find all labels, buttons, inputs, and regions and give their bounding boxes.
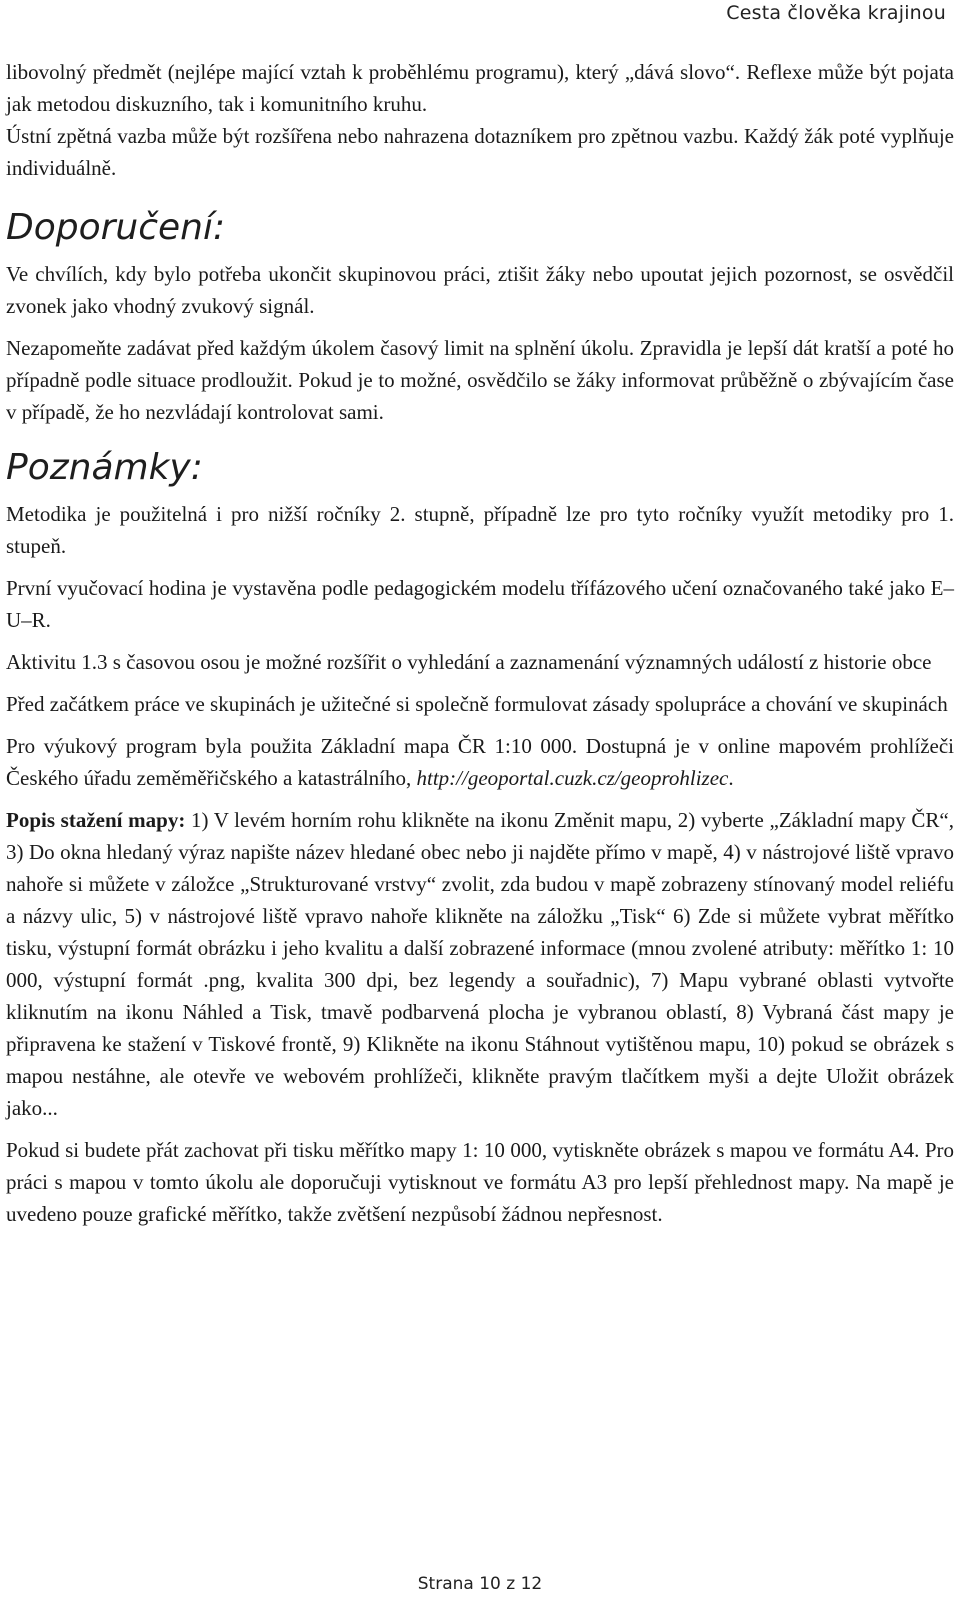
map-download-label: Popis stažení mapy: — [6, 808, 186, 832]
poznamky-paragraph-1: Metodika je použitelná i pro nižší ročníky 2. stupně, případně lze pro tyto ročníky využít metodiky pro 1. stupeň. — [6, 502, 954, 558]
page-number: Strana 10 z 12 — [417, 1574, 543, 1594]
poznamky-paragraph-3: Aktivitu 1.3 s časovou osou je možné rozšířit o vyhledání a zaznamenání významných událostí z historie obce — [6, 650, 932, 674]
poznamky-paragraph-5 — [6, 730, 954, 794]
intro-paragraph-2: Ústní zpětná vazba může být rozšířena nebo nahrazena dotazníkem pro zpětnou vazbu. Každý žák poté vyplňuje individuálně. — [6, 124, 954, 180]
geoportal-link[interactable]: http://geoportal.cuzk.cz/geoprohlizec — [416, 766, 729, 790]
map-source-text: Pro výukový program byla použita Základní mapa ČR 1:10 000. Dostupná je v online mapovém prohlížeči Českého úřadu zeměměřičského a katastrálního, — [6, 734, 954, 790]
page-content — [6, 56, 954, 1240]
poznamky-paragraph-6 — [6, 804, 954, 1124]
section-heading-poznamky: Poznámky: — [6, 447, 203, 488]
poznamky-paragraph-7: Pokud si budete přát zachovat při tisku měřítko mapy 1: 10 000, vytiskněte obrázek s mapou ve formátu A4. Pro práci s mapou v tomto úkolu ale doporučuji vytisknout ve formátu A3 pro lepší přehlednost mapy. Na mapě je uvedeno pouze grafické měřítko, takže zvětšení nezpůsobí žádnou nepřesnost. — [6, 1138, 954, 1226]
section-heading-doporuceni: Doporučení: — [6, 207, 226, 248]
map-download-steps: 1) V levém horním rohu klikněte na ikonu Změnit mapu, 2) vyberte „Základní mapy ČR“, 3) Do okna hledaný výraz napište název hledané obec nebo ji najděte přímo v mapě, 4) v nástrojové liště vpravo nahoře si můžete v záložce „Strukturované vrstvy“ zvolit, zda budou v mapě zobrazeny stínovaný model reliéfu a názvy ulic, 5) v nástrojové liště vpravo nahoře klikněte na záložku „Tisk“ 6) Zde si můžete vybrat měřítko tisku, výstupní formát obrázku i jeho kvalitu a další zobrazené informace (mnou zvolené atributy: měřítko 1: 10 000, výstupní formát .png, kvalita 300 dpi, bez legendy a souřadnic), 7) Mapu vybrané oblasti vytvořte kliknutím na ikonu Náhled a Tisk, tmavě podbarvená plocha je vybranou oblastí, 8) Vybraná část mapy je připravena ke stažení v Tiskové frontě, 9) Klikněte na ikonu Stáhnout vytištěnou mapu, 10) pokud se obrázek s mapou nestáhne, ale otevře ve webovém prohlížeči, klikněte pravým tlačítkem myši a dejte Uložit obrázek jako... — [6, 808, 954, 1120]
running-header: Cesta člověka krajinou — [726, 2, 946, 24]
map-source-end: . — [728, 766, 734, 790]
doporuceni-paragraph-2: Nezapomeňte zadávat před každým úkolem časový limit na splnění úkolu. Zpravidla je lepší dát kratší a poté ho případně podle situace prodloužit. Pokud je to možné, osvědčilo se žáky informovat průběžně o zbývajícím čase v případě, že ho nezvládají kontrolovat sami. — [6, 336, 954, 424]
poznamky-paragraph-4: Před začátkem práce ve skupinách je užitečné si společně formulovat zásady spolupráce a chování ve skupinách — [6, 692, 948, 716]
doporuceni-paragraph-1: Ve chvílích, kdy bylo potřeba ukončit skupinovou práci, ztišit žáky nebo upoutat jejich pozornost, se osvědčil zvonek jako vhodný zvukový signál. — [6, 262, 954, 318]
intro-paragraph-1: libovolný předmět (nejlépe mající vztah k proběhlému programu), který „dává slovo“. Reflexe může být pojata jak metodou diskuzního, tak i komunitního kruhu. — [6, 60, 954, 116]
poznamky-paragraph-2: První vyučovací hodina je vystavěna podle pedagogickém modelu třífázového učení označovaného také jako E–U–R. — [6, 576, 954, 632]
